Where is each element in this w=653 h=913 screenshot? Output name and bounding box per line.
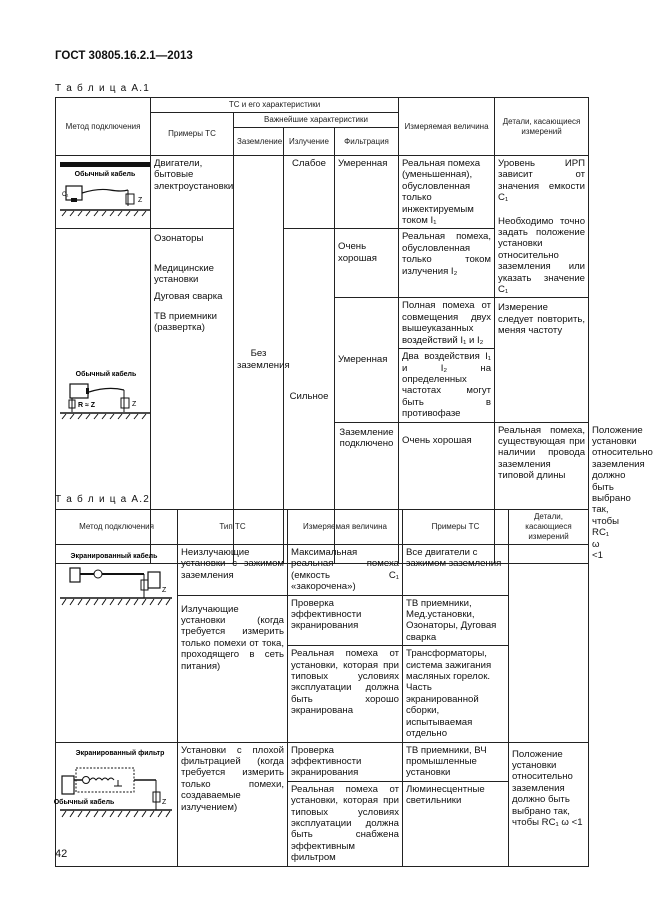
examples2-row3: Трансформаторы, система зажигания масляных горелок. Часть экранированной сборки, испытываемая отдельно [403, 646, 509, 742]
th-examples: Примеры ТС [151, 113, 234, 156]
filtering-moderate-2: Умеренная [335, 298, 399, 422]
th2-examples: Примеры ТС [403, 510, 509, 545]
th-filtering: Фильтрация [335, 128, 399, 156]
th2-type: Тип ТС [178, 510, 288, 545]
type-row1: Неизлучающие установки с зажимом заземления [178, 545, 288, 596]
examples2-row2: ТВ приемники, Мед.установки, Озонаторы, Дуговая сварка [403, 595, 509, 646]
details-row3: Измерение следует повторить, меняя частоту [495, 298, 589, 422]
example-tv: ТВ приемники (развертка) [154, 311, 217, 334]
filtering-very-good-1: Очень хорошая [335, 229, 399, 298]
method-figure-1 [56, 156, 151, 229]
fig2-2-z: Z [162, 798, 167, 806]
method2-figure-1 [56, 545, 178, 743]
measured2-row3: Реальная помеха от установки, которая при типовых условиях эксплуатации должна быть хорошо экранирована [288, 646, 403, 742]
measured2-row2: Проверка эффективности экранирования [288, 595, 403, 646]
details-row1 [495, 156, 589, 298]
measured2-row5: Реальная помеха от установки, которая при типовых условиях эксплуатации должна быть снабжена эффективным фильтром [288, 781, 403, 866]
filtering-moderate-1: Умеренная [335, 156, 399, 229]
table1-caption: Т а б л и ц а А.1 [55, 83, 150, 94]
details2-empty [509, 545, 589, 743]
fig2-cable-label: Обычный кабель [75, 371, 137, 379]
th2-details: Детали, касающиеся измерений [509, 510, 589, 545]
th-measured: Измеряемая величина [399, 98, 495, 156]
fig2-2-filter-label: Экранированный фильтр [75, 749, 165, 757]
measured2-row4: Проверка эффективности экранирования [288, 742, 403, 781]
grounding-none: Без заземления [234, 156, 284, 564]
examples2-row5: Люминесцентные светильники [403, 781, 509, 866]
measured-row2: Реальная помеха, обусловленная только током излучения I₂ [399, 229, 495, 298]
fig2-1-z: Z [162, 587, 167, 594]
table2-caption: Т а б л и ц а А.2 [55, 494, 150, 505]
details-row1-b: Необходимо точно задать положение установки относительно заземления или указать значение C₁ [498, 215, 586, 296]
ungrounded-circuit-diagram [58, 160, 152, 220]
example-welding: Дуговая сварка [154, 290, 223, 302]
th2-measured: Измеряемая величина [288, 510, 403, 545]
page-number: 42 [55, 848, 68, 860]
shielded-filter-diagram [53, 746, 174, 824]
resistive-ground-circuit-diagram [58, 366, 152, 426]
fig1-z: Z [138, 197, 143, 204]
example-ozonators: Озонаторы [154, 233, 204, 245]
fig2-2-cable-label: Обычный кабель [53, 798, 115, 806]
document-header: ГОСТ 30805.16.2.1—2013 [55, 50, 193, 62]
examples-row1: Двигатели, бытовые электроустановки [151, 156, 234, 229]
measured-row1: Реальная помеха (уменьшенная), обусловленная только инжектируемым током I₁ [399, 156, 495, 229]
fig1-c: C₁ [62, 192, 69, 198]
measured-row3: Полная помеха от совмещения двух вышеуказанных воздействий I₁ и I₂ [399, 298, 495, 349]
th-ts-group: ТС и его характеристики [151, 98, 399, 113]
table-a1: Метод подключения ТС и его характеристики Измеряемая величина Детали, касающиеся измерений Примеры ТС Важнейшие характеристики Заземление Излучение Фильтрация Обычный кабель Z C₁ Двигатели, бытовые электроустановки Без заземления Слабое Умеренная Реальная помеха (уменьшенная), обусловленная только инжектируемым током I₁ Уровень ИРП зависит от значения емкости C₁ Необходимо точно задать положение установки относительно заземления или указать значение C₁ Обычный кабель Z R ≈ Z Озонаторы Медицинские установки Дуговая сварка ТВ приемники (развертка) Сильное Очень хорошая Реальная помеха, обусловленная только током излучения I₂ Умеренная Полная помеха от совмещения двух вышеуказанных воздействий I₁ и I₂ Измерение следует повторить, меняя частоту Два воздействия I₁ и I₂ на определенных частотах могут быть в противофазе Заземление подключено Очень хорошая Реальная помеха, существующая при наличии провода заземления типовой длины Положение установки относительно заземления должно быть выбрано так, чтобы RC₁ ω <1 [55, 97, 589, 564]
th2-method: Метод подключения [56, 510, 178, 545]
shielded-cable-diagram [58, 548, 174, 610]
emission-weak: Слабое [284, 156, 335, 229]
type-row2: Излучающие установки (когда требуется измерить только помехи от тока, проходящего в сеть питания) [178, 595, 288, 742]
fig2-z: Z [132, 401, 137, 409]
th-important: Важнейшие характеристики [234, 113, 399, 128]
measured-row5: Реальная помеха, существующая при наличии провода заземления типовой длины [495, 422, 589, 564]
measured-row4: Два воздействия I₁ и I₂ на определенных частотах могут быть в противофазе [399, 349, 495, 422]
fig1-cable-label: Обычный кабель [74, 171, 136, 178]
details2-row4: Положение установки относительно заземления должно быть выбрано так, чтобы RC₁ ω <1 [509, 742, 589, 866]
fig2-r: R ≈ Z [78, 402, 96, 410]
type-row3: Установки с плохой фильтрацией (когда требуется измерить только помехи, создаваемые излучением) [178, 742, 288, 866]
th-details: Детали, касающиеся измерений [495, 98, 589, 156]
examples2-row4: ТВ приемники, ВЧ промышленные установки [403, 742, 509, 781]
th-method: Метод подключения [56, 98, 151, 156]
examples2-row1: Все двигатели с зажимом заземления [403, 545, 509, 596]
filtering-very-good-2: Очень хорошая [399, 422, 495, 564]
example-medical: Медицинские установки [154, 262, 215, 286]
table-a2 [55, 509, 589, 867]
emission-strong: Сильное [284, 229, 335, 564]
fig2-1-cable-label: Экранированный кабель [70, 553, 158, 560]
th-emission: Излучение [284, 128, 335, 156]
measured2-row1: Максимальная реальная помеха (емкость C₁ «закорочена») [288, 545, 403, 596]
grounding-connected: Заземление подключено [335, 422, 399, 564]
method2-figure-2 [53, 742, 178, 866]
th-grounding: Заземление [234, 128, 284, 156]
details-row1-a: Уровень ИРП зависит от значения емкости C₁ [498, 158, 586, 204]
